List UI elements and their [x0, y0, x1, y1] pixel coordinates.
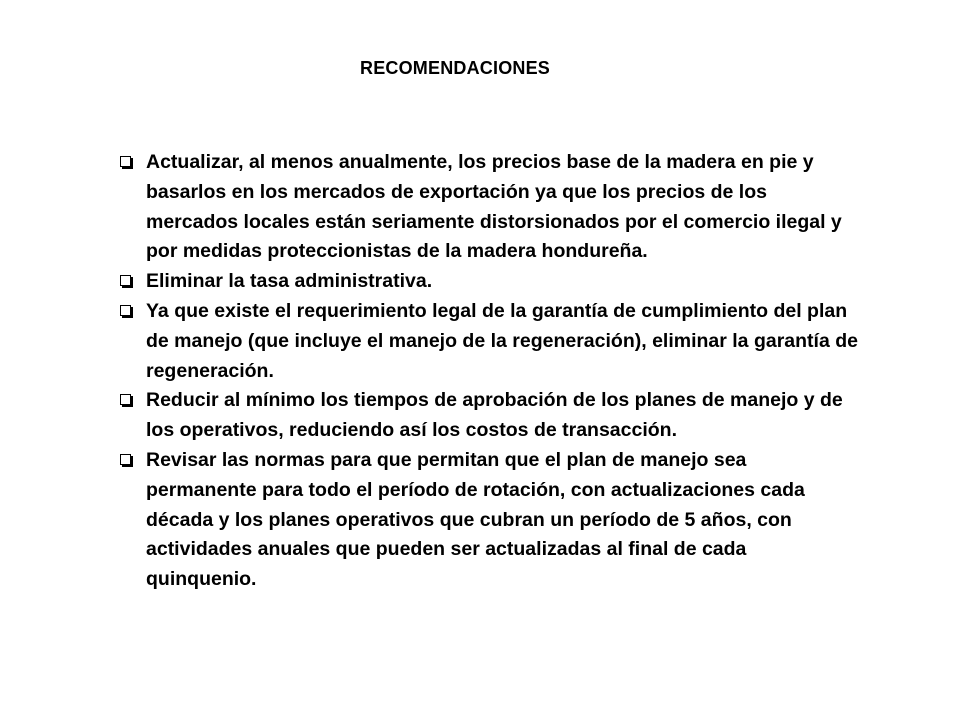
recommendations-list — [118, 148, 858, 595]
checkbox-square-icon — [120, 454, 131, 465]
list-item-text: Actualizar, al menos anualmente, los precios base de la madera en pie y basarlos en los mercados de exportación ya que los precios de los mercados locales están seriamente distorsionados por el comercio ilegal y por medidas proteccionistas de la madera hondureña. — [146, 151, 842, 263]
list-item — [118, 267, 858, 297]
list-item — [118, 148, 858, 267]
checkbox-square-icon — [120, 305, 131, 316]
list-item-text: Revisar las normas para que permitan que el plan de manejo sea permanente para todo el período de rotación, con actualizaciones cada década y los planes operativos que cubran un período de 5 años, con actividades anuales que pueden ser actualizadas al final de cada quinquenio. — [146, 448, 805, 591]
checkbox-square-icon — [120, 394, 131, 405]
list-item — [118, 446, 858, 595]
list-item-text: Eliminar la tasa administrativa. — [146, 270, 433, 293]
list-item-text: Reducir al mínimo los tiempos de aprobación de los planes de manejo y de los operativos, reduciendo así los costos de transacción. — [146, 389, 843, 442]
list-item-text: Ya que existe el requerimiento legal de la garantía de cumplimiento del plan de manejo (que incluye el manejo de la regeneración), eliminar la garantía de regeneración. — [146, 299, 858, 382]
checkbox-square-icon — [120, 156, 131, 167]
checkbox-square-icon — [120, 275, 131, 286]
list-item — [118, 297, 858, 386]
list-item — [118, 386, 858, 446]
page-title: RECOMENDACIONES — [360, 58, 551, 78]
